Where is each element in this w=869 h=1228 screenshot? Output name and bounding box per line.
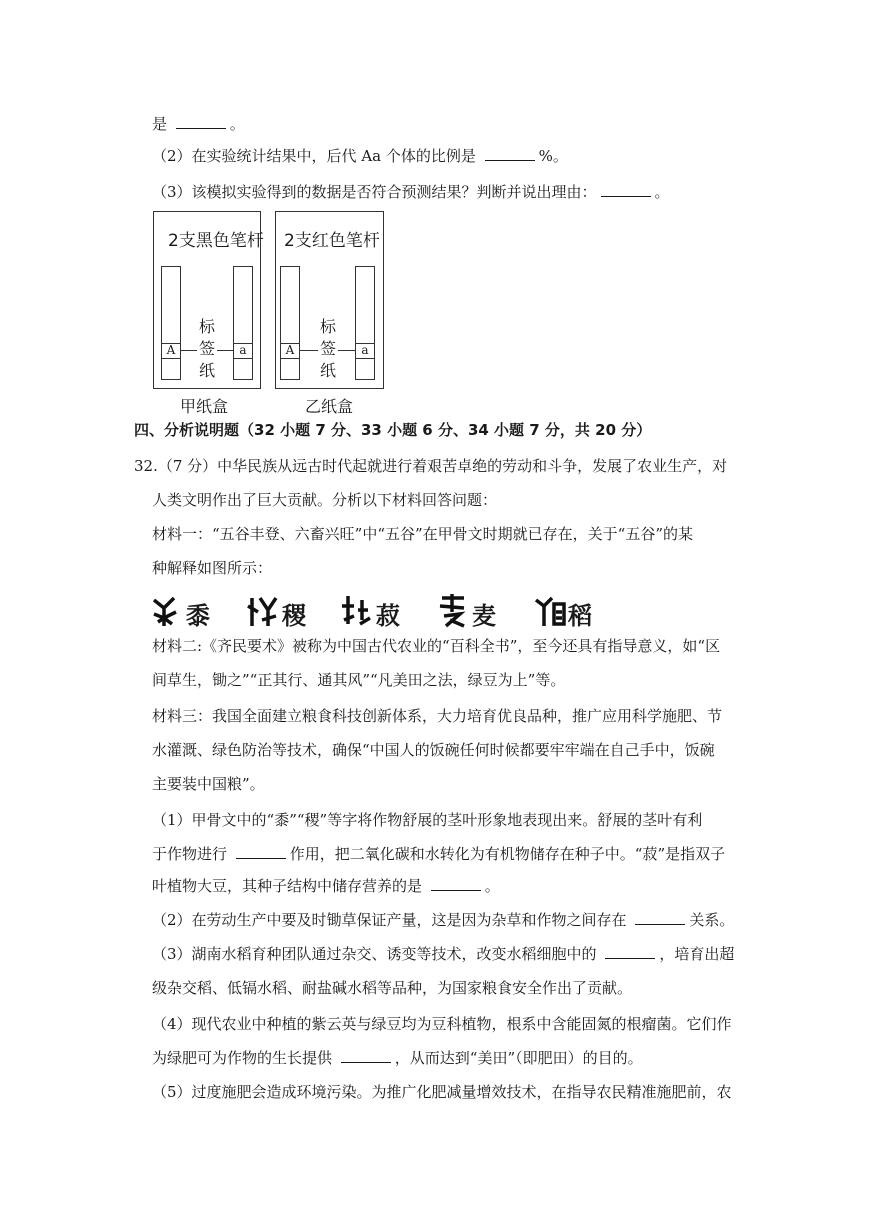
pen-tube-left <box>161 266 181 380</box>
question-3 <box>152 182 670 202</box>
question-2 <box>152 146 568 166</box>
material-1: 材料一：“五谷丰登、六畜兴旺”中“五谷”在甲骨文时期就已存在，关于“五谷”的某 <box>152 525 694 543</box>
line-text: （3）湖南水稻育种团队通过杂交、诱变等技术，改变水稻细胞中的 <box>152 945 602 963</box>
line-text: %。 <box>538 147 568 165</box>
section-heading: 四、分析说明题（32 小题 7 分、33 小题 6 分、34 小题 7 分，共 20 分） <box>134 421 652 439</box>
line-text: （2）在劳动生产中要及时锄草保证产量，这是因为杂草和作物之间存在 <box>152 911 632 929</box>
q32-intro-cont: 人类文明作出了巨大贡献。分析以下材料回答问题： <box>152 491 498 509</box>
line-text: 为绿肥可为作物的生长提供 <box>152 1049 337 1067</box>
line-text: 叶植物大豆，其种子结构中储存营养的是 <box>152 877 427 895</box>
answer-line-1 <box>152 114 245 134</box>
label-char: 签 <box>319 339 336 358</box>
grain-char: 稻 <box>568 601 593 630</box>
material-3-cont: 水灌溉、绿色防治等技术，确保“中国人的饭碗任何时候都要牢牢端在自己手中，饭碗 <box>152 741 715 759</box>
label-paper-text <box>318 316 338 382</box>
box-yi-caption: 乙纸盒 <box>305 397 354 416</box>
subquestion-5: （5）过度施肥会造成环境污染。为推广化肥减量增效技术，在指导农民精准施肥前，农 <box>152 1083 732 1101</box>
oracle-dao-icon <box>532 590 566 630</box>
line-text: ，从而达到“美田”（即肥田）的目的。 <box>394 1049 643 1067</box>
line-text: 作用，把二氧化碳和水转化为有机物储存在种子中。“菽”是指双子 <box>289 845 726 863</box>
material-2: 材料二:《齐民要术》被称为中国古代农业的“百科全书”，至今还具有指导意义，如“区 <box>152 637 721 655</box>
subquestion-4-cont <box>152 1048 643 1068</box>
label-char: 标 <box>319 317 336 336</box>
subquestion-4: （4）现代农业中种植的紫云英与绿豆均为豆科植物，根系中含能固氮的根瘤菌。它们作 <box>152 1015 732 1033</box>
label-char: 签 <box>198 339 215 358</box>
tube-label-a: a <box>234 343 252 359</box>
subquestion-1: （1）甲骨文中的“黍”“稷”等字将作物舒展的茎叶形象地表现出来。舒展的茎叶有利 <box>152 811 703 829</box>
line-text: （2）在实验统计结果中，后代 Aa 个体的比例是 <box>152 147 481 165</box>
material-3: 材料三：我国全面建立粮食科技创新体系，大力培育优良品种，推广应用科学施肥、节 <box>152 707 723 725</box>
box-yi <box>275 211 384 389</box>
answer-blank[interactable] <box>605 944 655 959</box>
oracle-ji-icon <box>246 590 280 630</box>
material-2-cont: 间草生，锄之”“正其行、通其风”“凡美田之法，绿豆为上”等。 <box>152 671 566 689</box>
q32-intro: 32.（7 分）中华民族从远古时代起就进行着艰苦卓绝的劳动和斗争，发展了农业生产，对 <box>134 457 728 475</box>
subquestion-2 <box>152 910 734 930</box>
oracle-shu-icon <box>150 590 184 630</box>
box-jia-title: 2支黑色笔杆 <box>168 231 264 251</box>
label-char: 纸 <box>319 361 336 380</box>
answer-blank[interactable] <box>601 182 651 197</box>
grain-char: 黍 <box>186 601 211 630</box>
subquestion-1-cont2 <box>152 876 500 896</box>
grain-glyph-shu <box>150 590 211 630</box>
answer-blank[interactable] <box>485 146 535 161</box>
subquestion-1-cont <box>152 844 725 864</box>
tube-label-A: A <box>162 343 180 359</box>
answer-blank[interactable] <box>236 844 286 859</box>
oracle-bone-glyphs <box>150 590 610 630</box>
label-char: 标 <box>198 317 215 336</box>
oracle-mai-icon <box>436 590 470 630</box>
grain-glyph-dao <box>532 590 593 630</box>
answer-blank[interactable] <box>176 114 226 129</box>
pen-tube-right <box>233 266 253 380</box>
pen-tube-right <box>355 266 375 380</box>
answer-blank[interactable] <box>341 1048 391 1063</box>
material-3-cont2: 主要装中国粮”。 <box>152 775 265 793</box>
label-paper-text <box>197 316 217 382</box>
grain-char: 麦 <box>472 601 497 630</box>
pen-tube-left <box>280 266 300 380</box>
subquestion-3-cont: 级杂交稻、低镉水稻、耐盐碱水稻等品种，为国家粮食安全作出了贡献。 <box>152 979 633 997</box>
tube-label-A: A <box>281 343 299 359</box>
answer-blank[interactable] <box>635 910 685 925</box>
label-char: 纸 <box>198 361 215 380</box>
grain-char: 菽 <box>376 601 401 630</box>
line-text: 关系。 <box>689 911 735 929</box>
box-jia <box>153 211 264 389</box>
line-text: 于作物进行 <box>152 845 232 863</box>
line-text: 。 <box>229 115 245 133</box>
line-text: （3）该模拟实验得到的数据是否符合预测结果？判断并说出理由： <box>152 183 597 201</box>
grain-glyph-mai <box>436 590 497 630</box>
box-jia-caption: 甲纸盒 <box>180 397 229 416</box>
grain-glyph-ji <box>246 590 307 630</box>
line-text: 是 <box>152 115 172 133</box>
oracle-shu2-icon <box>340 590 374 630</box>
line-text: ，培育出超 <box>659 945 735 963</box>
line-text: 。 <box>484 877 500 895</box>
material-1-cont: 种解释如图所示： <box>152 559 273 577</box>
grain-glyph-shu2 <box>340 590 401 630</box>
line-text: 。 <box>654 183 670 201</box>
box-yi-title: 2支红色笔杆 <box>284 231 380 251</box>
tube-label-a: a <box>356 343 374 359</box>
answer-blank[interactable] <box>431 876 481 891</box>
subquestion-3 <box>152 944 734 964</box>
grain-char: 稷 <box>282 601 307 630</box>
